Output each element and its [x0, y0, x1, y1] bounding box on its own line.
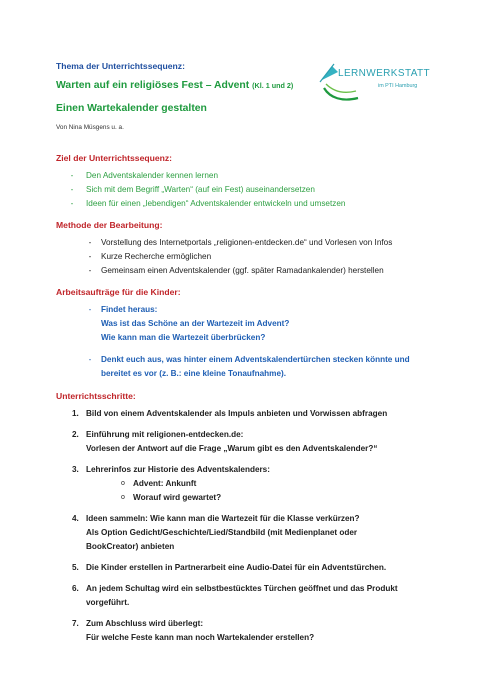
task-2-line-2: bereitet es vor (z. B.: eine kleine Tonaufnahme). [101, 369, 287, 378]
dash-bullet: - [70, 171, 74, 180]
goals-heading: Ziel der Unterrichtssequenz: [56, 153, 173, 163]
list-item-text: Sich mit dem Begriff „Warten“ (auf ein Fest) auseinandersetzen [86, 185, 315, 194]
step-6-text-2: vorgeführt. [86, 598, 130, 607]
task-1-line-1: Findet heraus: [101, 305, 158, 314]
theme-label: Thema der Unterrichtssequenz: [56, 61, 185, 71]
list-item-text: Gemeinsam einen Adventskalender (ggf. später Ramadankalender) herstellen [101, 266, 384, 275]
step-1-text: Bild von einem Adventskalender als Impuls anbieten und Vorwissen abfragen [86, 409, 388, 418]
step-number: 7. [72, 619, 79, 628]
step-4-text-3: BookCreator) anbieten [86, 542, 175, 551]
method-heading: Methode der Bearbeitung: [56, 220, 163, 230]
title-line-2: Einen Wartekalender gestalten [56, 103, 207, 114]
logo-subtext: im PTI Hamburg [378, 83, 418, 89]
step-3-sub-1: Advent: Ankunft [133, 479, 197, 488]
dash-bullet: - [88, 305, 92, 314]
step-number: 2. [72, 430, 79, 439]
tasks-heading: Arbeitsaufträge für die Kinder: [56, 287, 181, 297]
task-1-line-2: Was ist das Schöne an der Wartezeit im Advent? [101, 319, 290, 328]
step-5-text: Die Kinder erstellen in Partnerarbeit eine Audio-Datei für ein Adventstürchen. [86, 563, 387, 572]
step-3-sub-2: Worauf wird gewartet? [133, 493, 222, 502]
step-2-text-1: Einführung mit religionen-entdecken.de: [86, 430, 244, 439]
dash-bullet: - [70, 185, 74, 194]
step-number: 6. [72, 584, 79, 593]
dash-bullet: - [88, 238, 92, 247]
title-main: Warten auf ein religiöses Fest – Advent [56, 80, 250, 91]
step-number: 5. [72, 563, 79, 572]
step-7-text-2: Für welche Feste kann man noch Wartekalender erstellen? [86, 633, 315, 642]
title-line-1 [56, 80, 293, 91]
sub-bullet: o [121, 480, 125, 487]
list-item-text: Vorstellung des Internetportals „religionen-entdecken.de“ und Vorlesen von Infos [101, 238, 393, 247]
task-2-line-1: Denkt euch aus, was hinter einem Adventskalendertürchen stecken könnte und [101, 355, 410, 364]
dash-bullet: - [88, 252, 92, 261]
step-7-text-1: Zum Abschluss wird überlegt: [86, 619, 204, 628]
list-item-text: Den Adventskalender kennen lernen [86, 171, 219, 180]
author-line: Von Nina Müsgens u. a. [56, 124, 124, 131]
lernwerkstatt-logo [318, 58, 430, 104]
step-6-text-1: An jedem Schultag wird ein selbstbestücktes Türchen geöffnet und das Produkt [86, 584, 398, 593]
list-item-text: Ideen für einen „lebendigen“ Adventskalender entwickeln und umsetzen [86, 199, 346, 208]
step-number: 1. [72, 409, 79, 418]
step-number: 3. [72, 465, 79, 474]
dash-bullet: - [88, 355, 92, 364]
task-1-line-3: Wie kann man die Wartezeit überbrücken? [101, 333, 266, 342]
dash-bullet: - [88, 266, 92, 275]
grade-note: (Kl. 1 und 2) [252, 81, 294, 90]
step-number: 4. [72, 514, 79, 523]
list-item-text: Kurze Recherche ermöglichen [101, 252, 212, 261]
step-4-text-2: Als Option Gedicht/Geschichte/Lied/Standbild (mit Medienplanet oder [86, 528, 358, 537]
step-2-text-2: Vorlesen der Antwort auf die Frage „Warum gibt es den Adventskalender?“ [86, 444, 378, 453]
step-3-text: Lehrerinfos zur Historie des Adventskalenders: [86, 465, 270, 474]
logo-text: LERNWERKSTATT [338, 68, 431, 79]
sub-bullet: o [121, 494, 125, 501]
step-4-text-1: Ideen sammeln: Wie kann man die Wartezeit für die Klasse verkürzen? [86, 514, 360, 523]
dash-bullet: - [70, 199, 74, 208]
steps-heading: Unterrichtsschritte: [56, 391, 136, 401]
